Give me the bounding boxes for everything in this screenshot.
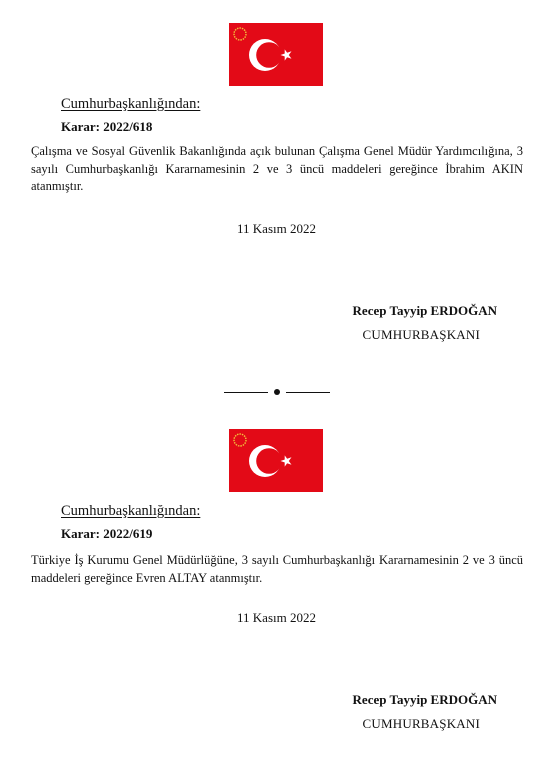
separator-line-left xyxy=(224,392,268,393)
decree-number: Karar: 2022/619 xyxy=(61,526,153,541)
signatory-name: Recep Tayyip ERDOĞAN xyxy=(352,303,497,318)
separator-line-right xyxy=(286,392,330,393)
signatory-title: CUMHURBAŞKANI xyxy=(362,716,480,731)
decree-number: Karar: 2022/618 xyxy=(61,119,153,134)
turkish-flag-icon xyxy=(229,23,323,86)
dot-separator-icon xyxy=(274,389,280,395)
decree-date: 11 Kasım 2022 xyxy=(237,610,316,625)
turkish-flag-icon xyxy=(229,429,323,492)
decree-authority-heading: Cumhurbaşkanlığından: xyxy=(61,503,201,519)
signatory-title: CUMHURBAŞKANI xyxy=(362,327,480,342)
decree-separator xyxy=(224,385,330,399)
decree-body: Türkiye İş Kurumu Genel Müdürlüğüne, 3 sayılı Cumhurbaşkanlığı Kararnamesinin 2 ve 3 üncü maddeleri gereğince Evren ALTAY atanmıştır. xyxy=(31,553,523,585)
decree-authority-heading: Cumhurbaşkanlığından: xyxy=(61,96,201,112)
decree-body: Çalışma ve Sosyal Güvenlik Bakanlığında açık bulunan Çalışma Genel Müdür Yardımcılığına, 3 sayılı Cumhurbaşkanlığı Kararnamesinin 2 ve 3 üncü maddeleri gereğince İbrahim AKIN atanmıştır. xyxy=(31,144,523,193)
signatory-name: Recep Tayyip ERDOĞAN xyxy=(352,692,497,707)
decree-date: 11 Kasım 2022 xyxy=(237,221,316,236)
